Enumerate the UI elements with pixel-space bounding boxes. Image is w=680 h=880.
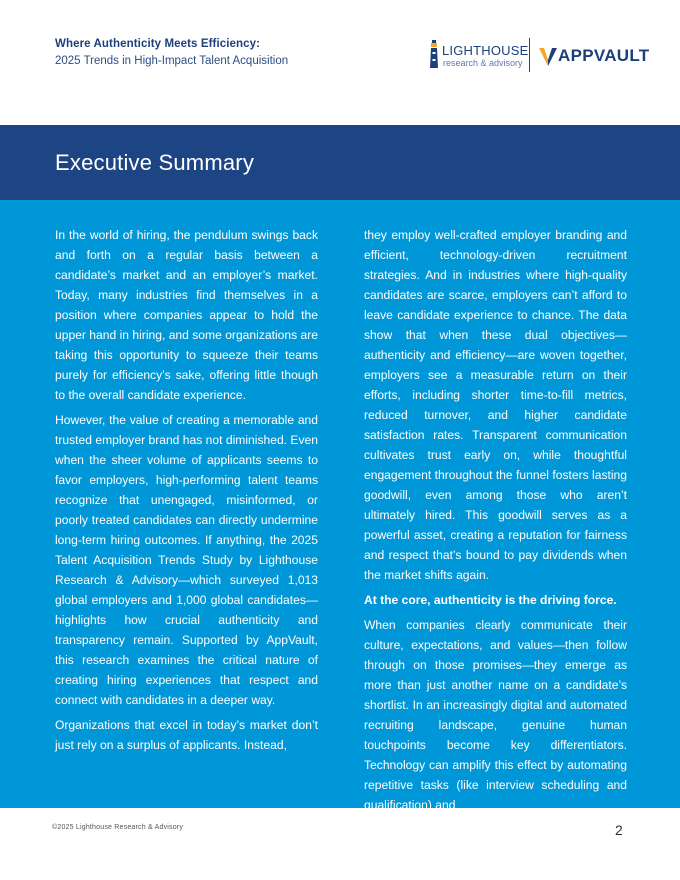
appvault-wordmark: APPVAULT: [558, 46, 650, 65]
page-number: 2: [615, 822, 623, 838]
lead-statement: At the core, authenticity is the driving force.: [364, 593, 617, 607]
lighthouse-logo: [428, 40, 529, 70]
page-header: [0, 0, 680, 125]
v-chevron-icon: [539, 46, 557, 66]
body-paragraph: However, the value of creating a memorable and trusted employer brand has not diminished. Even when the sheer volume of applicants seems to favor employers, high-performing talent teams recognize that unengaged, misinformed, or poorly treated candidates can directly undermine long-term hiring outcomes. If anything, the 2025 Talent Acquisition Trends Study by Lighthouse Research & Advisory—which surveyed 1,013 global employers and 1,000 global candidates—highlights how crucial authenticity and transparency remain. Supported by AppVault, this research examines the critical nature of creating hiring experiences that respect and connect with candidates in a deeper way.: [55, 413, 318, 707]
lighthouse-wordmark: LIGHTHOUSE: [442, 43, 529, 58]
section-title-band: [0, 125, 680, 200]
body-paragraph: Organizations that excel in today’s market don’t just rely on a surplus of applicants. Instead,: [55, 718, 318, 752]
content-panel: [0, 200, 680, 812]
body-paragraph: When companies clearly communicate their culture, expectations, and values—then follow through on those promises—they emerge as more than just another name on a candidate’s shortlist. In an increasingly digital and automated recruiting landscape, genuine human touchpoints become key differentiators. Technology can amplify this effect by automating repetitive tasks (like interview scheduling and qualification) and: [364, 618, 627, 812]
body-paragraph: In the world of hiring, the pendulum swings back and forth on a regular basis between a candidate’s market and an employer’s market. Today, many industries find themselves in a position where companies appear to hold the upper hand in hiring, and some organizations are taking this opportunity to squeeze their teams purely for efficiency’s sake, offering little though to the overall candidate experience.: [55, 228, 318, 402]
partner-logos: [428, 38, 650, 72]
lighthouse-tagline: research & advisory: [443, 58, 523, 68]
report-title: Where Authenticity Meets Efficiency:: [55, 38, 261, 50]
report-subtitle: 2025 Trends in High-Impact Talent Acquisition: [55, 55, 289, 67]
right-column: [364, 225, 627, 820]
section-title: Executive Summary: [55, 150, 255, 175]
left-column: [55, 225, 318, 760]
body-paragraph: they employ well-crafted employer branding and efficient, technology-driven recruitment strategies. And in industries where high-quality candidates are scarce, employers can’t afford to leave candidate experience to chance. The data show that when these dual objectives—authenticity and efficiency—are woven together, employers see a measurable return on their efforts, including shorter time-to-fill metrics, reduced turnover, and higher candidate satisfaction rates. Transparent communication cultivates trust early on, while thoughtful engagement throughout the funnel fosters lasting goodwill, even among those who aren’t ultimately hired. This goodwill serves as a powerful asset, creating a reputation for fairness and respect that’s bound to pay dividends when the market shifts again.: [364, 228, 627, 582]
footer-copyright: ©2025 Lighthouse Research & Advisory: [52, 824, 184, 831]
logo-divider: [529, 38, 530, 72]
lighthouse-icon: [428, 40, 440, 70]
appvault-logo: [539, 45, 649, 67]
